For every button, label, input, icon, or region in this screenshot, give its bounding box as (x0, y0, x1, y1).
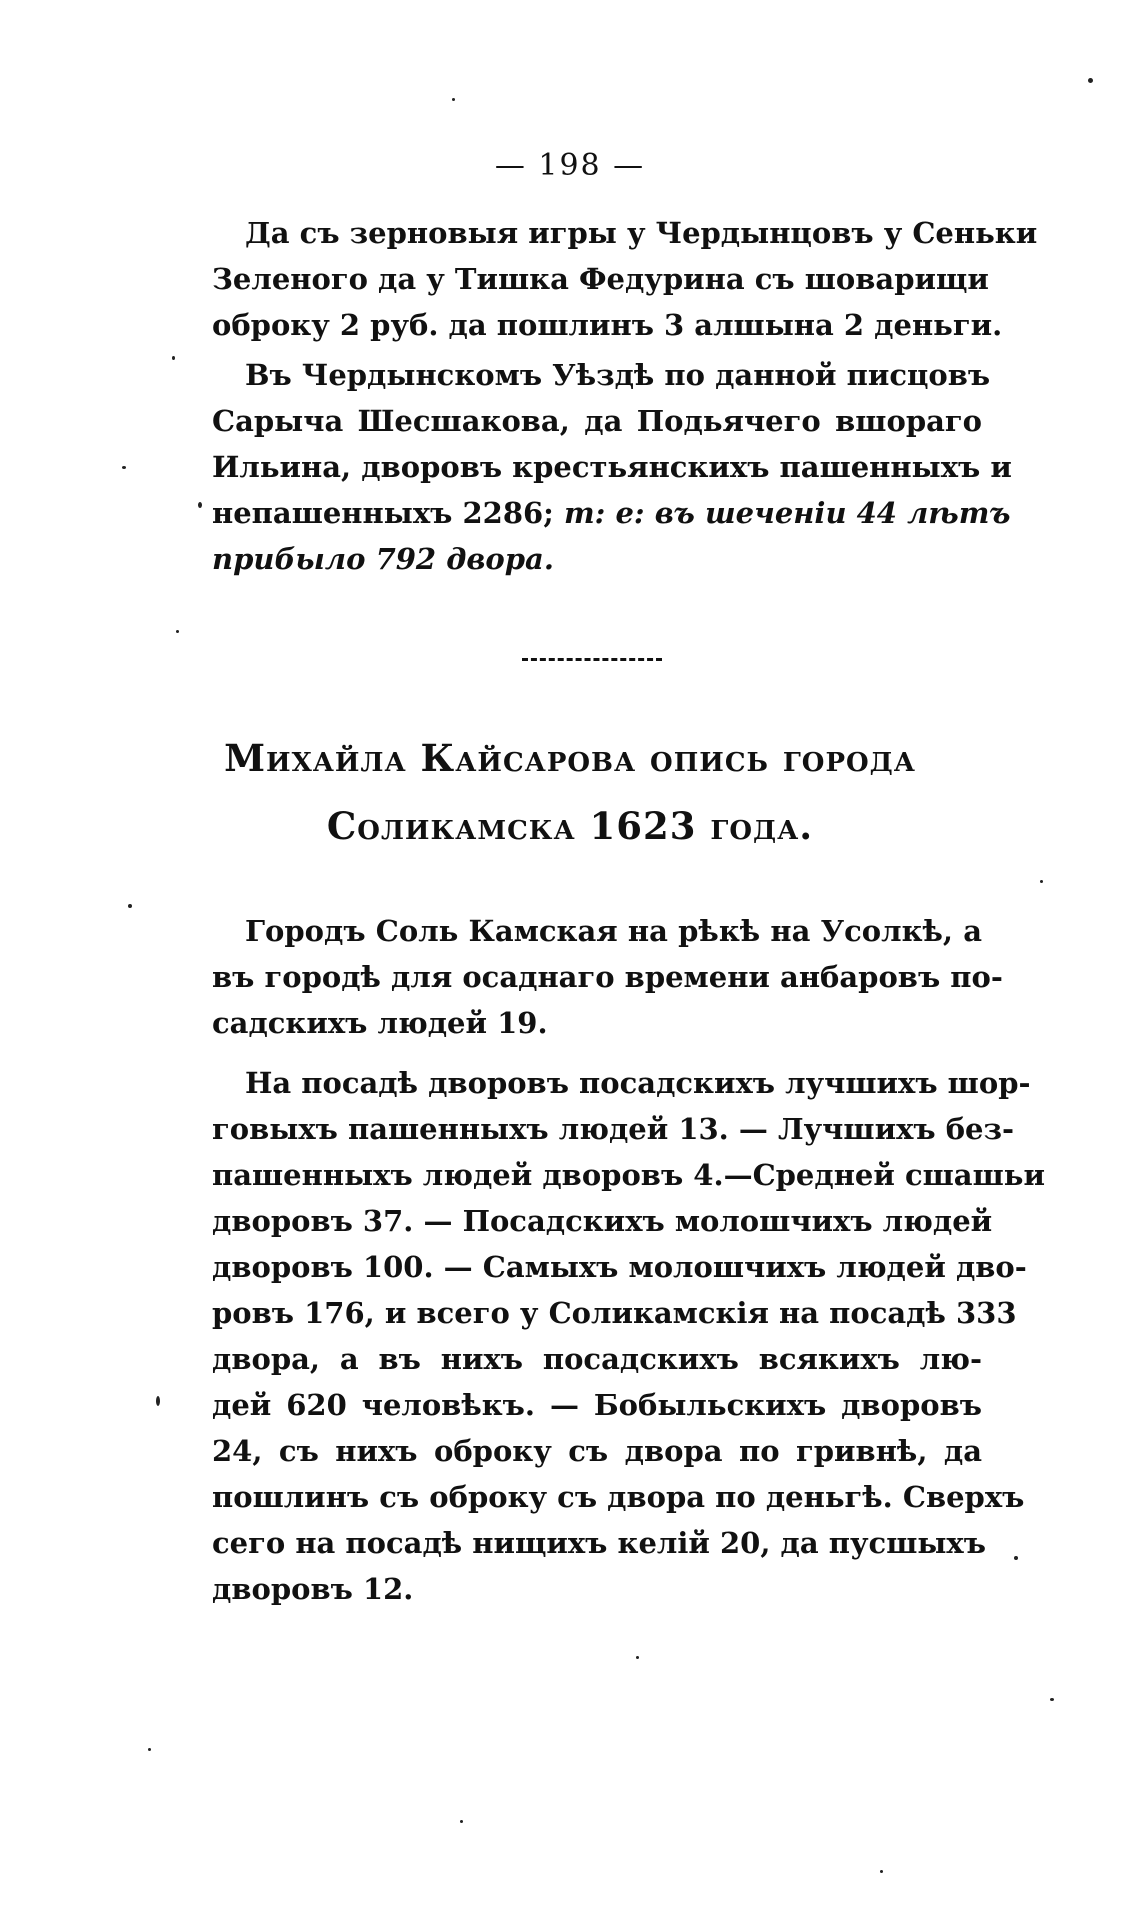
section-heading: Михайла Кайсарова опись города (224, 736, 916, 780)
text-line: дворовъ 12. (212, 1572, 414, 1606)
scan-speck (156, 1396, 160, 1406)
text-plain: непашенныхъ 2286; (212, 496, 554, 530)
text-line: сего на посадѣ нищихъ келій 20, да пусшыхъ (212, 1526, 986, 1560)
text-line: Ильина, дворовъ крестьянскихъ пашенныхъ и (212, 450, 1012, 484)
section-divider (522, 658, 662, 661)
section-heading: Соликамска 1623 года. (326, 804, 814, 848)
page-number: — 198 — (494, 148, 646, 183)
scan-speck (1040, 880, 1043, 883)
scan-speck (452, 98, 455, 101)
scan-speck (880, 1870, 883, 1873)
text-line: дворовъ 100. — Самыхъ молошчихъ людей дво- (212, 1250, 1027, 1284)
text-line: двора, а въ нихъ посадскихъ всякихъ лю- (212, 1342, 982, 1376)
text-italic: прибыло 792 двора. (212, 542, 554, 576)
text-line: На посадѣ дворовъ посадскихъ лучшихъ шор- (245, 1066, 1031, 1100)
scan-speck (122, 466, 126, 469)
scan-speck (128, 904, 132, 908)
text-line: пошлинъ съ оброку съ двора по деньгѣ. Сверхъ (212, 1480, 1025, 1514)
text-line: оброку 2 руб. да пошлинъ 3 алшына 2 деньги. (212, 308, 1003, 342)
text-line: Въ Чердынскомъ Уѣздѣ по данной писцовъ (245, 358, 991, 392)
text-line: Городъ Соль Камская на рѣкѣ на Усолкѣ, а (245, 914, 982, 948)
scan-speck (636, 1656, 639, 1659)
scan-speck (460, 1820, 463, 1823)
text-italic: т: е: въ шеченіи 44 лѣтъ (564, 496, 1011, 530)
text-line: въ городѣ для осаднаго времени анбаровъ по- (212, 960, 1003, 994)
scan-speck (172, 356, 175, 360)
text-line-mixed (212, 490, 1011, 536)
text-line: ровъ 176, и всего у Соликамскія на посадѣ 333 (212, 1296, 1017, 1330)
scan-speck (1014, 1556, 1018, 1560)
text-line: пашенныхъ людей дворовъ 4.—Средней сшашьи (212, 1158, 1045, 1192)
scan-speck (1088, 78, 1093, 83)
scan-speck (198, 502, 202, 508)
scan-speck (176, 630, 179, 633)
text-line: садскихъ людей 19. (212, 1006, 548, 1040)
text-line: Сарыча Шесшакова, да Подьячего вшораго (212, 404, 982, 438)
text-line: дворовъ 37. — Посадскихъ молошчихъ людей (212, 1204, 993, 1238)
text-line: 24, съ нихъ оброку съ двора по гривнѣ, да (212, 1434, 982, 1468)
text-line (212, 536, 982, 582)
text-line: говыхъ пашенныхъ людей 13. — Лучшихъ без- (212, 1112, 1015, 1146)
scan-speck (148, 1748, 151, 1751)
text-line: Зеленого да у Тишка Федурина съ шоварищи (212, 262, 989, 296)
text-line: Да съ зерновыя игры у Чердынцовъ у Сеньки (245, 216, 1038, 250)
scan-speck (1050, 1698, 1054, 1701)
text-line: дей 620 человѣкъ. — Бобыльскихъ дворовъ (212, 1388, 982, 1422)
